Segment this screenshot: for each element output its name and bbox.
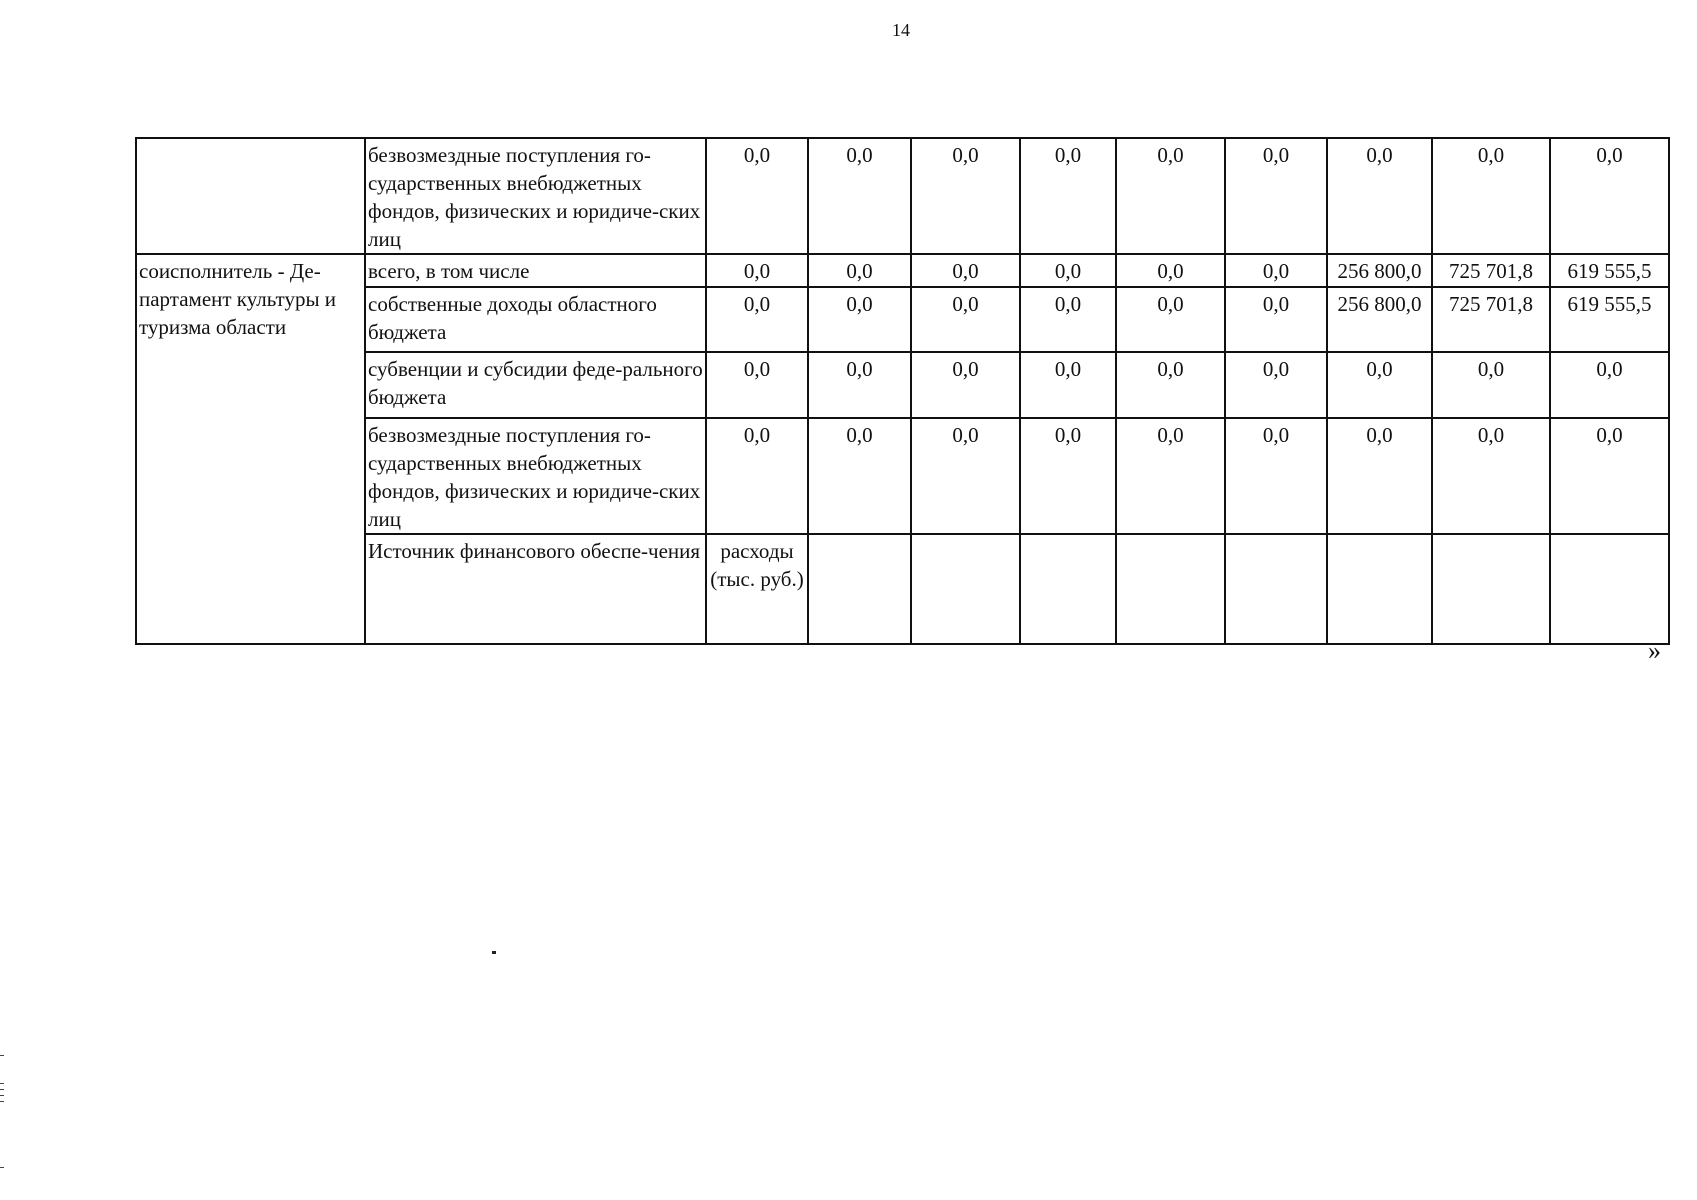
value-cell: 725 701,8 (1432, 287, 1550, 352)
value-cell: 0,0 (1225, 254, 1327, 287)
value-cell: 0,0 (808, 138, 911, 254)
budget-table (135, 137, 1670, 645)
funding-source-cell: безвозмездные поступления го-сударственных внебюджетных фондов, физических и юридиче-ских лиц (365, 138, 706, 254)
value-cell: 0,0 (808, 254, 911, 287)
value-cell (1327, 534, 1432, 644)
value-cell: 0,0 (1116, 254, 1225, 287)
value-cell (911, 534, 1020, 644)
value-cell: 0,0 (1020, 287, 1116, 352)
value-cell: 0,0 (911, 138, 1020, 254)
value-cell: 0,0 (1116, 418, 1225, 534)
value-cell: 0,0 (706, 287, 808, 352)
value-cell: 0,0 (1550, 138, 1669, 254)
value-cell: 0,0 (911, 352, 1020, 418)
table-row (136, 352, 1669, 418)
value-cell: 0,0 (808, 352, 911, 418)
value-cell (1116, 534, 1225, 644)
table-row (136, 138, 1669, 254)
value-cell: 0,0 (1327, 418, 1432, 534)
table-row (136, 418, 1669, 534)
value-cell: 0,0 (1550, 418, 1669, 534)
value-cell: 0,0 (706, 138, 808, 254)
value-cell (1020, 534, 1116, 644)
value-cell: 0,0 (1116, 138, 1225, 254)
table-row (136, 254, 1669, 287)
funding-source-cell: всего, в том числе (365, 254, 706, 287)
value-cell: 0,0 (1020, 254, 1116, 287)
value-cell: 619 555,5 (1550, 254, 1669, 287)
value-cell: 0,0 (1327, 352, 1432, 418)
value-cell: 0,0 (706, 254, 808, 287)
unit-cell: расходы (тыс. руб.) (706, 534, 808, 644)
value-cell: 0,0 (911, 287, 1020, 352)
page-number: 14 (892, 20, 910, 40)
funding-source-cell: субвенции и субсидии феде-рального бюджета (365, 352, 706, 418)
value-cell: 256 800,0 (1327, 287, 1432, 352)
value-cell: 256 800,0 (1327, 254, 1432, 287)
executor-cell (136, 138, 365, 254)
value-cell: 0,0 (706, 352, 808, 418)
value-cell: 0,0 (1432, 138, 1550, 254)
value-cell: 0,0 (808, 287, 911, 352)
value-cell (808, 534, 911, 644)
table-row (136, 534, 1669, 644)
value-cell (1225, 534, 1327, 644)
value-cell: 0,0 (1020, 138, 1116, 254)
funding-source-cell: собственные доходы областного бюджета (365, 287, 706, 352)
closing-quote: » (1648, 636, 1661, 665)
table-row (136, 287, 1669, 352)
value-cell: 725 701,8 (1432, 254, 1550, 287)
funding-source-cell: Источник финансового обеспе-чения (365, 534, 706, 644)
value-cell: 0,0 (1225, 418, 1327, 534)
value-cell: 619 555,5 (1550, 287, 1669, 352)
margin-scan-marks (0, 1055, 4, 1175)
value-cell: 0,0 (1020, 418, 1116, 534)
value-cell: 0,0 (1225, 138, 1327, 254)
value-cell: 0,0 (1432, 418, 1550, 534)
value-cell: 0,0 (1020, 352, 1116, 418)
executor-cell: соисполнитель - Де-партамент культуры и туризма области (136, 254, 365, 644)
funding-source-cell: безвозмездные поступления го-сударственных внебюджетных фондов, физических и юридиче-ских лиц (365, 418, 706, 534)
value-cell: 0,0 (1116, 352, 1225, 418)
value-cell (1432, 534, 1550, 644)
value-cell: 0,0 (1327, 138, 1432, 254)
value-cell: 0,0 (1432, 352, 1550, 418)
value-cell: 0,0 (1550, 352, 1669, 418)
scan-speck (492, 951, 496, 954)
value-cell: 0,0 (1116, 287, 1225, 352)
value-cell: 0,0 (911, 254, 1020, 287)
value-cell: 0,0 (706, 418, 808, 534)
value-cell: 0,0 (911, 418, 1020, 534)
value-cell: 0,0 (1225, 287, 1327, 352)
value-cell (1550, 534, 1669, 644)
value-cell: 0,0 (1225, 352, 1327, 418)
value-cell: 0,0 (808, 418, 911, 534)
